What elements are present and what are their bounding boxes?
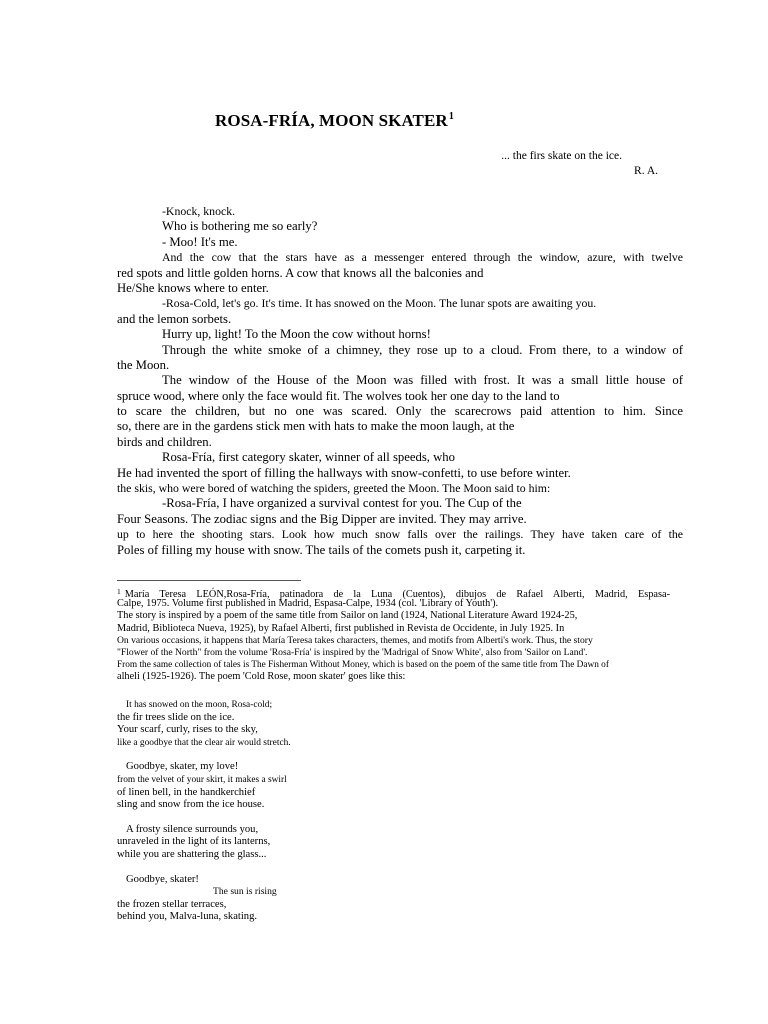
poem-line: the frozen stellar terraces, <box>117 898 227 910</box>
poem-line: the fir trees slide on the ice. <box>117 711 235 723</box>
poem-stanza <box>117 874 291 924</box>
poem-line: A frosty silence surrounds you, <box>126 823 259 835</box>
poem-line: like a goodbye that the clear air would stretch. <box>117 737 291 748</box>
body-line: -Rosa-Fría, I have organized a survival contest for you. The Cup of the <box>162 496 522 511</box>
poem-line: while you are shattering the glass... <box>117 848 267 860</box>
poem-line: Goodbye, skater, my love! <box>126 761 239 773</box>
footnote-mark: 1 <box>117 587 121 596</box>
poem-stanza <box>117 699 291 749</box>
footnote-separator <box>117 580 301 581</box>
body-line: He had invented the sport of filling the hallways with snow-confetti, to use before winter. <box>117 465 571 480</box>
body-line: Through the white smoke of a chimney, they rose up to a cloud. From there, to a window of <box>162 342 683 357</box>
epigraph-attribution: R. A. <box>634 165 658 177</box>
poem-line: unraveled in the light of its lanterns, <box>117 836 271 848</box>
body-line: Hurry up, light! To the Moon the cow without horns! <box>162 327 431 342</box>
footnote-line: alheli (1925-1926). The poem 'Cold Rose, moon skater' goes like this: <box>117 671 406 683</box>
body-line: so, there are in the gardens stick men with hats to make the moon laugh, at the <box>117 419 515 434</box>
body-line: red spots and little golden horns. A cow that knows all the balconies and <box>117 265 484 280</box>
body-line: Four Seasons. The zodiac signs and the Big Dipper are invited. They may arrive. <box>117 511 527 526</box>
body-line: -Knock, knock. <box>162 204 236 218</box>
body-line: - Moo! It's me. <box>162 234 238 249</box>
footnote <box>117 586 670 684</box>
poem-line: of linen bell, in the handkerchief <box>117 786 256 798</box>
poem-stanza <box>117 761 291 811</box>
poem-line: from the velvet of your skirt, it makes a swirl <box>117 774 287 785</box>
story-title: ROSA-FRÍA, MOON SKATER$^1$ <box>215 111 454 130</box>
body-line: birds and children. <box>117 434 212 449</box>
footnote-line: "Flower of the North" from the volume 'Rosa-Fría' is inspired by the 'Madrigal of Snow White', also from 'Sailor on Land'. <box>117 646 588 658</box>
body-line: Poles of filling my house with snow. The tails of the comets push it, carpeting it. <box>117 542 526 557</box>
footnote-line: On various occasions, it happens that María Teresa takes characters, themes, and motifs from Alberti's work. Thus, the story <box>117 634 593 646</box>
body-line: up to here the shooting stars. Look how much snow falls over the railings. They have taken care of the <box>117 527 683 542</box>
body-line: Rosa-Fría, first category skater, winner of all speeds, who <box>162 450 455 465</box>
body-line: He/She knows where to enter. <box>117 280 269 295</box>
footnote-line: Madrid, Biblioteca Nueva, 1925), by Rafael Alberti, first published in Revista de Occidente, in July 1925. In <box>117 622 565 634</box>
epigraph-line: ... the firs skate on the ice. <box>501 150 622 162</box>
body-line: to scare the children, but no one was scared. Only the scarecrows paid attention to him. Since <box>117 404 683 419</box>
body-line: and the lemon sorbets. <box>117 311 232 326</box>
footnote-line: The story is inspired by a poem of the same title from Sailor on land (1924, National Literature Award 1924-25, <box>117 610 578 622</box>
poem-line: sling and snow from the ice house. <box>117 799 265 811</box>
body-line: the skis, who were bored of watching the spiders, greeted the Moon. The Moon said to him: <box>117 481 551 496</box>
body-line: spruce wood, where only the face would fit. The wolves took her one day to the land to <box>117 388 560 403</box>
poem-line: The sun is rising <box>213 886 277 898</box>
story-body <box>117 204 683 558</box>
footnote-line: $^1$ María Teresa LEÓN,Rosa-Fría, patinadora de la Luna (Cuentos), dibujos de Rafael Alberti, Madrid, Espasa- <box>117 587 670 600</box>
poem-line: Your scarf, curly, rises to the sky, <box>117 724 258 736</box>
footnote-line: Calpe, 1975. Volume first published in Madrid, Espasa-Calpe, 1934 (col. 'Library of Youth'). <box>117 598 499 610</box>
quoted-poem <box>117 699 291 936</box>
footnote-line: From the same collection of tales is The Fisherman Without Money, which is based on the poem of the same title from The Dawn of <box>117 660 609 671</box>
poem-line: behind you, Malva-luna, skating. <box>117 911 258 923</box>
body-line: the Moon. <box>117 357 170 372</box>
title-footnote-mark: 1 <box>448 111 454 122</box>
poem-line: Goodbye, skater! <box>126 873 199 885</box>
poem-stanza <box>117 824 291 862</box>
poem-line: It has snowed on the moon, Rosa-cold; <box>126 700 273 710</box>
body-line: The window of the House of the Moon was filled with frost. It was a small little house of <box>162 373 683 388</box>
body-line: -Rosa-Cold, let's go. It's time. It has snowed on the Moon. The lunar spots are awaiting you. <box>162 296 597 311</box>
body-line: And the cow that the stars have as a messenger entered through the window, azure, with twelve <box>162 250 683 265</box>
body-line: Who is bothering me so early? <box>162 219 318 234</box>
